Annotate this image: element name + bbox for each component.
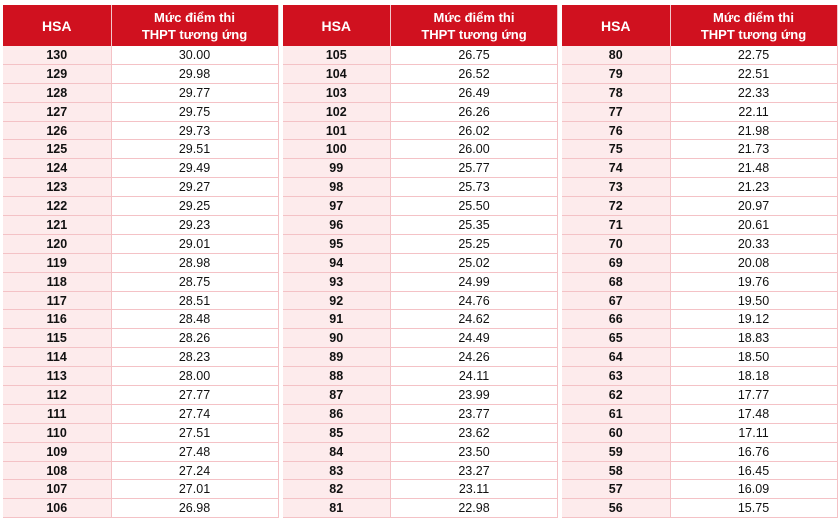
hsa-score-cell: 105	[283, 46, 391, 64]
table-row	[283, 159, 558, 178]
table-row	[3, 423, 278, 442]
header-thpt-line2: THPT tương ứng	[700, 26, 807, 42]
hsa-score-cell: 127	[3, 102, 111, 121]
table-row	[562, 178, 837, 197]
thpt-score-cell: 16.76	[670, 442, 837, 461]
table-row	[283, 367, 558, 386]
hsa-score-cell: 61	[562, 404, 670, 423]
table-row	[562, 64, 837, 83]
thpt-score-cell: 24.26	[391, 348, 558, 367]
hsa-score-cell: 109	[3, 442, 111, 461]
table-row	[283, 461, 558, 480]
thpt-score-cell: 29.01	[111, 234, 278, 253]
table-row	[562, 253, 837, 272]
header-thpt	[391, 5, 558, 46]
thpt-score-cell: 21.23	[670, 178, 837, 197]
thpt-score-cell: 26.02	[391, 121, 558, 140]
hsa-score-cell: 130	[3, 46, 111, 64]
hsa-score-cell: 126	[3, 121, 111, 140]
thpt-score-cell: 27.24	[111, 461, 278, 480]
thpt-score-cell: 23.99	[391, 386, 558, 405]
thpt-score-cell: 27.74	[111, 404, 278, 423]
thpt-score-cell: 28.23	[111, 348, 278, 367]
thpt-score-cell: 25.73	[391, 178, 558, 197]
thpt-score-cell: 28.48	[111, 310, 278, 329]
table-row	[283, 102, 558, 121]
hsa-score-cell: 76	[562, 121, 670, 140]
thpt-score-cell: 27.77	[111, 386, 278, 405]
thpt-score-cell: 20.08	[670, 253, 837, 272]
thpt-score-cell: 19.12	[670, 310, 837, 329]
thpt-score-cell: 25.77	[391, 159, 558, 178]
thpt-score-cell: 26.75	[391, 46, 558, 64]
thpt-score-cell: 24.49	[391, 329, 558, 348]
table-row	[283, 234, 558, 253]
hsa-score-cell: 125	[3, 140, 111, 159]
thpt-score-cell: 28.98	[111, 253, 278, 272]
table-row	[283, 310, 558, 329]
hsa-score-cell: 100	[283, 140, 391, 159]
thpt-score-cell: 23.27	[391, 461, 558, 480]
hsa-score-cell: 120	[3, 234, 111, 253]
thpt-score-cell: 24.11	[391, 367, 558, 386]
thpt-score-cell: 24.99	[391, 272, 558, 291]
thpt-score-cell: 29.49	[111, 159, 278, 178]
table-header-row	[283, 5, 558, 46]
thpt-score-cell: 15.75	[670, 499, 837, 518]
table-row	[3, 329, 278, 348]
thpt-score-cell: 27.48	[111, 442, 278, 461]
hsa-score-cell: 129	[3, 64, 111, 83]
hsa-score-cell: 98	[283, 178, 391, 197]
hsa-score-cell: 96	[283, 216, 391, 235]
table-row	[283, 46, 558, 64]
hsa-score-cell: 112	[3, 386, 111, 405]
hsa-score-cell: 87	[283, 386, 391, 405]
thpt-score-cell: 27.51	[111, 423, 278, 442]
table-row	[562, 197, 837, 216]
thpt-score-cell: 29.98	[111, 64, 278, 83]
table-row	[3, 348, 278, 367]
table-row	[562, 386, 837, 405]
hsa-score-cell: 90	[283, 329, 391, 348]
header-thpt	[111, 5, 278, 46]
thpt-score-cell: 17.11	[670, 423, 837, 442]
table-row	[562, 499, 837, 518]
hsa-score-cell: 78	[562, 83, 670, 102]
header-thpt-line1: Mức điểm thi	[154, 9, 235, 25]
thpt-score-cell: 23.77	[391, 404, 558, 423]
hsa-score-cell: 99	[283, 159, 391, 178]
table-row	[283, 216, 558, 235]
thpt-score-cell: 21.48	[670, 159, 837, 178]
table-panel-1	[3, 5, 279, 518]
hsa-score-cell: 113	[3, 367, 111, 386]
hsa-score-cell: 65	[562, 329, 670, 348]
table-header-row	[3, 5, 278, 46]
hsa-score-cell: 56	[562, 499, 670, 518]
hsa-score-cell: 62	[562, 386, 670, 405]
thpt-score-cell: 29.23	[111, 216, 278, 235]
thpt-score-cell: 28.26	[111, 329, 278, 348]
hsa-score-cell: 95	[283, 234, 391, 253]
hsa-score-cell: 124	[3, 159, 111, 178]
thpt-score-cell: 26.98	[111, 499, 278, 518]
hsa-score-cell: 103	[283, 83, 391, 102]
thpt-score-cell: 23.11	[391, 480, 558, 499]
hsa-score-cell: 68	[562, 272, 670, 291]
thpt-score-cell: 26.52	[391, 64, 558, 83]
table-row	[3, 272, 278, 291]
thpt-score-cell: 25.25	[391, 234, 558, 253]
thpt-score-cell: 29.51	[111, 140, 278, 159]
table-row	[562, 423, 837, 442]
hsa-score-cell: 72	[562, 197, 670, 216]
table-row	[3, 46, 278, 64]
thpt-score-cell: 27.01	[111, 480, 278, 499]
table-row	[562, 461, 837, 480]
table-row	[3, 404, 278, 423]
table-row	[3, 216, 278, 235]
table-row	[562, 367, 837, 386]
table-row	[3, 253, 278, 272]
table-row	[3, 386, 278, 405]
hsa-score-cell: 110	[3, 423, 111, 442]
table-row	[3, 64, 278, 83]
table-row	[562, 442, 837, 461]
hsa-score-cell: 111	[3, 404, 111, 423]
thpt-score-cell: 18.83	[670, 329, 837, 348]
hsa-score-cell: 114	[3, 348, 111, 367]
hsa-score-cell: 107	[3, 480, 111, 499]
table-header-row	[562, 5, 837, 46]
thpt-score-cell: 23.50	[391, 442, 558, 461]
hsa-score-cell: 63	[562, 367, 670, 386]
table-row	[3, 197, 278, 216]
header-hsa: HSA	[283, 5, 391, 46]
hsa-score-cell: 60	[562, 423, 670, 442]
table-row	[283, 329, 558, 348]
header-thpt-line1: Mức điểm thi	[713, 9, 794, 25]
thpt-score-cell: 26.00	[391, 140, 558, 159]
table-row	[283, 499, 558, 518]
table-row	[3, 83, 278, 102]
thpt-score-cell: 29.75	[111, 102, 278, 121]
table-row	[562, 329, 837, 348]
table-row	[3, 121, 278, 140]
table-row	[3, 234, 278, 253]
table-row	[562, 121, 837, 140]
thpt-score-cell: 22.51	[670, 64, 837, 83]
header-thpt-line2: THPT tương ứng	[141, 26, 248, 42]
header-thpt-line1: Mức điểm thi	[433, 9, 515, 25]
thpt-score-cell: 22.75	[670, 46, 837, 64]
table-row	[283, 348, 558, 367]
thpt-score-cell: 25.35	[391, 216, 558, 235]
hsa-score-cell: 58	[562, 461, 670, 480]
table-row	[562, 102, 837, 121]
header-thpt	[670, 5, 837, 46]
table-row	[283, 83, 558, 102]
thpt-score-cell: 30.00	[111, 46, 278, 64]
thpt-score-cell: 19.50	[670, 291, 837, 310]
table-row	[283, 178, 558, 197]
hsa-score-cell: 64	[562, 348, 670, 367]
thpt-score-cell: 24.76	[391, 291, 558, 310]
hsa-score-cell: 118	[3, 272, 111, 291]
thpt-score-cell: 21.73	[670, 140, 837, 159]
hsa-score-cell: 70	[562, 234, 670, 253]
hsa-score-cell: 73	[562, 178, 670, 197]
table-row	[562, 480, 837, 499]
thpt-score-cell: 20.61	[670, 216, 837, 235]
hsa-score-cell: 67	[562, 291, 670, 310]
hsa-score-cell: 74	[562, 159, 670, 178]
table-row	[283, 442, 558, 461]
table-row	[562, 216, 837, 235]
table-row	[3, 140, 278, 159]
hsa-score-cell: 92	[283, 291, 391, 310]
hsa-score-cell: 115	[3, 329, 111, 348]
hsa-score-cell: 104	[283, 64, 391, 83]
hsa-score-cell: 117	[3, 291, 111, 310]
hsa-score-cell: 102	[283, 102, 391, 121]
table-panel-3	[562, 5, 838, 518]
thpt-score-cell: 17.77	[670, 386, 837, 405]
hsa-score-cell: 108	[3, 461, 111, 480]
hsa-score-cell: 57	[562, 480, 670, 499]
header-thpt-line2: THPT tương ứng	[421, 26, 527, 42]
thpt-score-cell: 28.00	[111, 367, 278, 386]
thpt-score-cell: 20.33	[670, 234, 837, 253]
table-row	[562, 310, 837, 329]
table-row	[3, 480, 278, 499]
table-row	[283, 64, 558, 83]
hsa-score-cell: 77	[562, 102, 670, 121]
thpt-score-cell: 19.76	[670, 272, 837, 291]
hsa-score-cell: 122	[3, 197, 111, 216]
thpt-score-cell: 22.98	[391, 499, 558, 518]
hsa-score-cell: 84	[283, 442, 391, 461]
table-row	[283, 272, 558, 291]
thpt-score-cell: 22.11	[670, 102, 837, 121]
hsa-score-cell: 66	[562, 310, 670, 329]
table-row	[562, 404, 837, 423]
hsa-score-cell: 128	[3, 83, 111, 102]
table-panel-2	[283, 5, 559, 518]
table-row	[3, 310, 278, 329]
hsa-score-cell: 71	[562, 216, 670, 235]
table-row	[283, 140, 558, 159]
thpt-score-cell: 24.62	[391, 310, 558, 329]
hsa-score-cell: 97	[283, 197, 391, 216]
hsa-score-cell: 59	[562, 442, 670, 461]
table-row	[562, 348, 837, 367]
hsa-score-cell: 123	[3, 178, 111, 197]
table-row	[283, 423, 558, 442]
table-row	[562, 234, 837, 253]
table-row	[283, 121, 558, 140]
table-row	[283, 291, 558, 310]
hsa-score-cell: 101	[283, 121, 391, 140]
table-row	[562, 291, 837, 310]
thpt-score-cell: 16.45	[670, 461, 837, 480]
thpt-score-cell: 26.49	[391, 83, 558, 102]
table-row	[562, 272, 837, 291]
thpt-score-cell: 28.75	[111, 272, 278, 291]
table-row	[3, 291, 278, 310]
table-row	[283, 404, 558, 423]
hsa-score-cell: 82	[283, 480, 391, 499]
hsa-score-cell: 83	[283, 461, 391, 480]
table-row	[3, 102, 278, 121]
thpt-score-cell: 22.33	[670, 83, 837, 102]
thpt-score-cell: 25.02	[391, 253, 558, 272]
thpt-score-cell: 29.27	[111, 178, 278, 197]
table-row	[283, 386, 558, 405]
hsa-score-cell: 86	[283, 404, 391, 423]
thpt-score-cell: 16.09	[670, 480, 837, 499]
table-row	[283, 197, 558, 216]
hsa-score-cell: 88	[283, 367, 391, 386]
table-row	[562, 83, 837, 102]
hsa-score-cell: 81	[283, 499, 391, 518]
hsa-score-cell: 80	[562, 46, 670, 64]
hsa-score-cell: 89	[283, 348, 391, 367]
thpt-score-cell: 23.62	[391, 423, 558, 442]
hsa-score-cell: 85	[283, 423, 391, 442]
thpt-score-cell: 29.25	[111, 197, 278, 216]
table-row	[3, 159, 278, 178]
table-row	[562, 140, 837, 159]
hsa-score-cell: 121	[3, 216, 111, 235]
table-row	[283, 253, 558, 272]
thpt-score-cell: 21.98	[670, 121, 837, 140]
thpt-score-cell: 20.97	[670, 197, 837, 216]
table-row	[562, 159, 837, 178]
hsa-score-cell: 94	[283, 253, 391, 272]
header-hsa: HSA	[3, 5, 111, 46]
thpt-score-cell: 25.50	[391, 197, 558, 216]
thpt-score-cell: 18.50	[670, 348, 837, 367]
table-row	[3, 461, 278, 480]
hsa-score-cell: 75	[562, 140, 670, 159]
hsa-score-cell: 69	[562, 253, 670, 272]
hsa-score-cell: 91	[283, 310, 391, 329]
hsa-score-cell: 119	[3, 253, 111, 272]
thpt-score-cell: 18.18	[670, 367, 837, 386]
hsa-score-cell: 93	[283, 272, 391, 291]
table-row	[562, 46, 837, 64]
thpt-score-cell: 29.77	[111, 83, 278, 102]
thpt-score-cell: 29.73	[111, 121, 278, 140]
thpt-score-cell: 17.48	[670, 404, 837, 423]
hsa-score-cell: 79	[562, 64, 670, 83]
hsa-score-cell: 106	[3, 499, 111, 518]
table-row	[283, 480, 558, 499]
thpt-score-cell: 28.51	[111, 291, 278, 310]
table-row	[3, 367, 278, 386]
table-row	[3, 178, 278, 197]
header-hsa: HSA	[562, 5, 670, 46]
thpt-score-cell: 26.26	[391, 102, 558, 121]
table-row	[3, 499, 278, 518]
hsa-score-cell: 116	[3, 310, 111, 329]
table-row	[3, 442, 278, 461]
